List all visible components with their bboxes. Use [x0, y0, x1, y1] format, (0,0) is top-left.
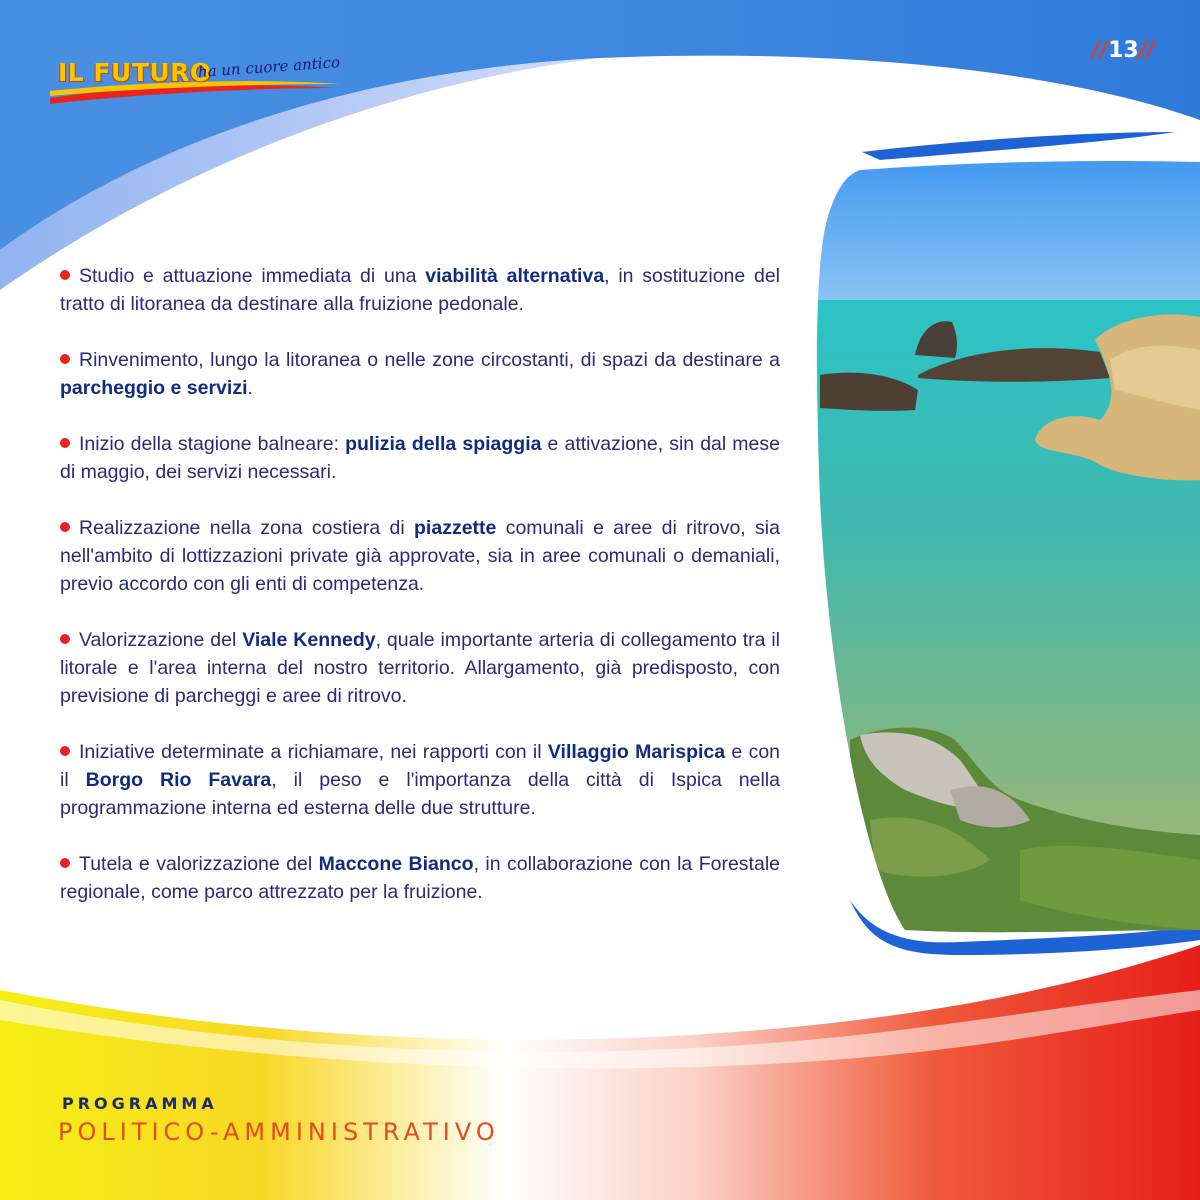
item-text: Tutela e valorizzazione del: [79, 853, 319, 875]
item-text: Iniziative determinate a richiamare, nei rapporti con il: [79, 741, 548, 763]
program-item: [60, 346, 780, 402]
bullet-icon: [60, 634, 70, 644]
bullet-icon: [60, 354, 70, 364]
item-text: Studio e attuazione immediata di una: [79, 265, 426, 287]
bullet-icon: [60, 858, 70, 868]
item-highlight: Borgo Rio Favara: [85, 769, 272, 791]
logo-title: IL FUTURO: [58, 58, 212, 87]
program-item: [60, 514, 780, 598]
item-text: Inizio della stagione balneare:: [79, 433, 346, 455]
item-text: .: [247, 377, 253, 399]
program-list: [60, 262, 780, 934]
program-item: [60, 262, 780, 318]
item-highlight: viabilità alternativa: [425, 265, 605, 287]
page-number-slash-right: //: [1138, 38, 1155, 63]
item-text: e attivazione, sin dal mese di maggio, dei servizi necessari.: [60, 433, 780, 483]
item-highlight: Viale Kennedy: [242, 629, 376, 651]
item-text: , il peso e l'importanza della città di Ispica nella programmazione interna ed esterna delle due strutture.: [60, 769, 780, 819]
item-text: , in sostituzione del tratto di litoranea da destinare alla fruizione pedonale.: [60, 265, 780, 315]
item-text: Realizzazione nella zona costiera di: [79, 517, 415, 539]
item-highlight: parcheggio e servizi: [60, 377, 248, 399]
program-item: [60, 430, 780, 486]
item-highlight: pulizia della spiaggia: [345, 433, 542, 455]
program-item: [60, 850, 780, 906]
item-highlight: Villaggio Marispica: [547, 741, 726, 763]
item-text: comunali e aree di ritrovo, sia nell'ambito di lottizzazioni private già approvate, sia in aree comunali o demaniali, previo accordo con gli enti di competenza.: [60, 517, 780, 595]
bullet-icon: [60, 746, 70, 756]
item-text: , in collaborazione con la Forestale regionale, come parco attrezzato per la fruizione.: [60, 853, 780, 903]
page-number-value: 13: [1108, 38, 1139, 63]
page-number: [1092, 38, 1155, 63]
item-text: e con il: [60, 741, 781, 791]
bullet-icon: [60, 438, 70, 448]
footer-title: PROGRAMMA: [62, 1094, 218, 1113]
footer-subtitle: POLITICO-AMMINISTRATIVO: [58, 1118, 500, 1146]
program-item: [60, 738, 780, 822]
item-text: Valorizzazione del: [79, 629, 243, 651]
item-highlight: piazzette: [414, 517, 497, 539]
bullet-icon: [60, 270, 70, 280]
item-text: Rinvenimento, lungo la litoranea o nelle zone circostanti, di spazi da destinare a: [79, 349, 780, 371]
bullet-icon: [60, 522, 70, 532]
page-number-slash-left: //: [1092, 38, 1109, 63]
program-item: [60, 626, 780, 710]
logo-tagline: ha un cuore antico: [197, 53, 341, 81]
item-highlight: Maccone Bianco: [318, 853, 474, 875]
logo: [58, 53, 358, 118]
item-text: , quale importante arteria di collegamento tra il litorale e l'area interna del nostro territorio. Allargamento, già predisposto, con previsione di parcheggi e aree di ritrovo.: [60, 629, 781, 707]
